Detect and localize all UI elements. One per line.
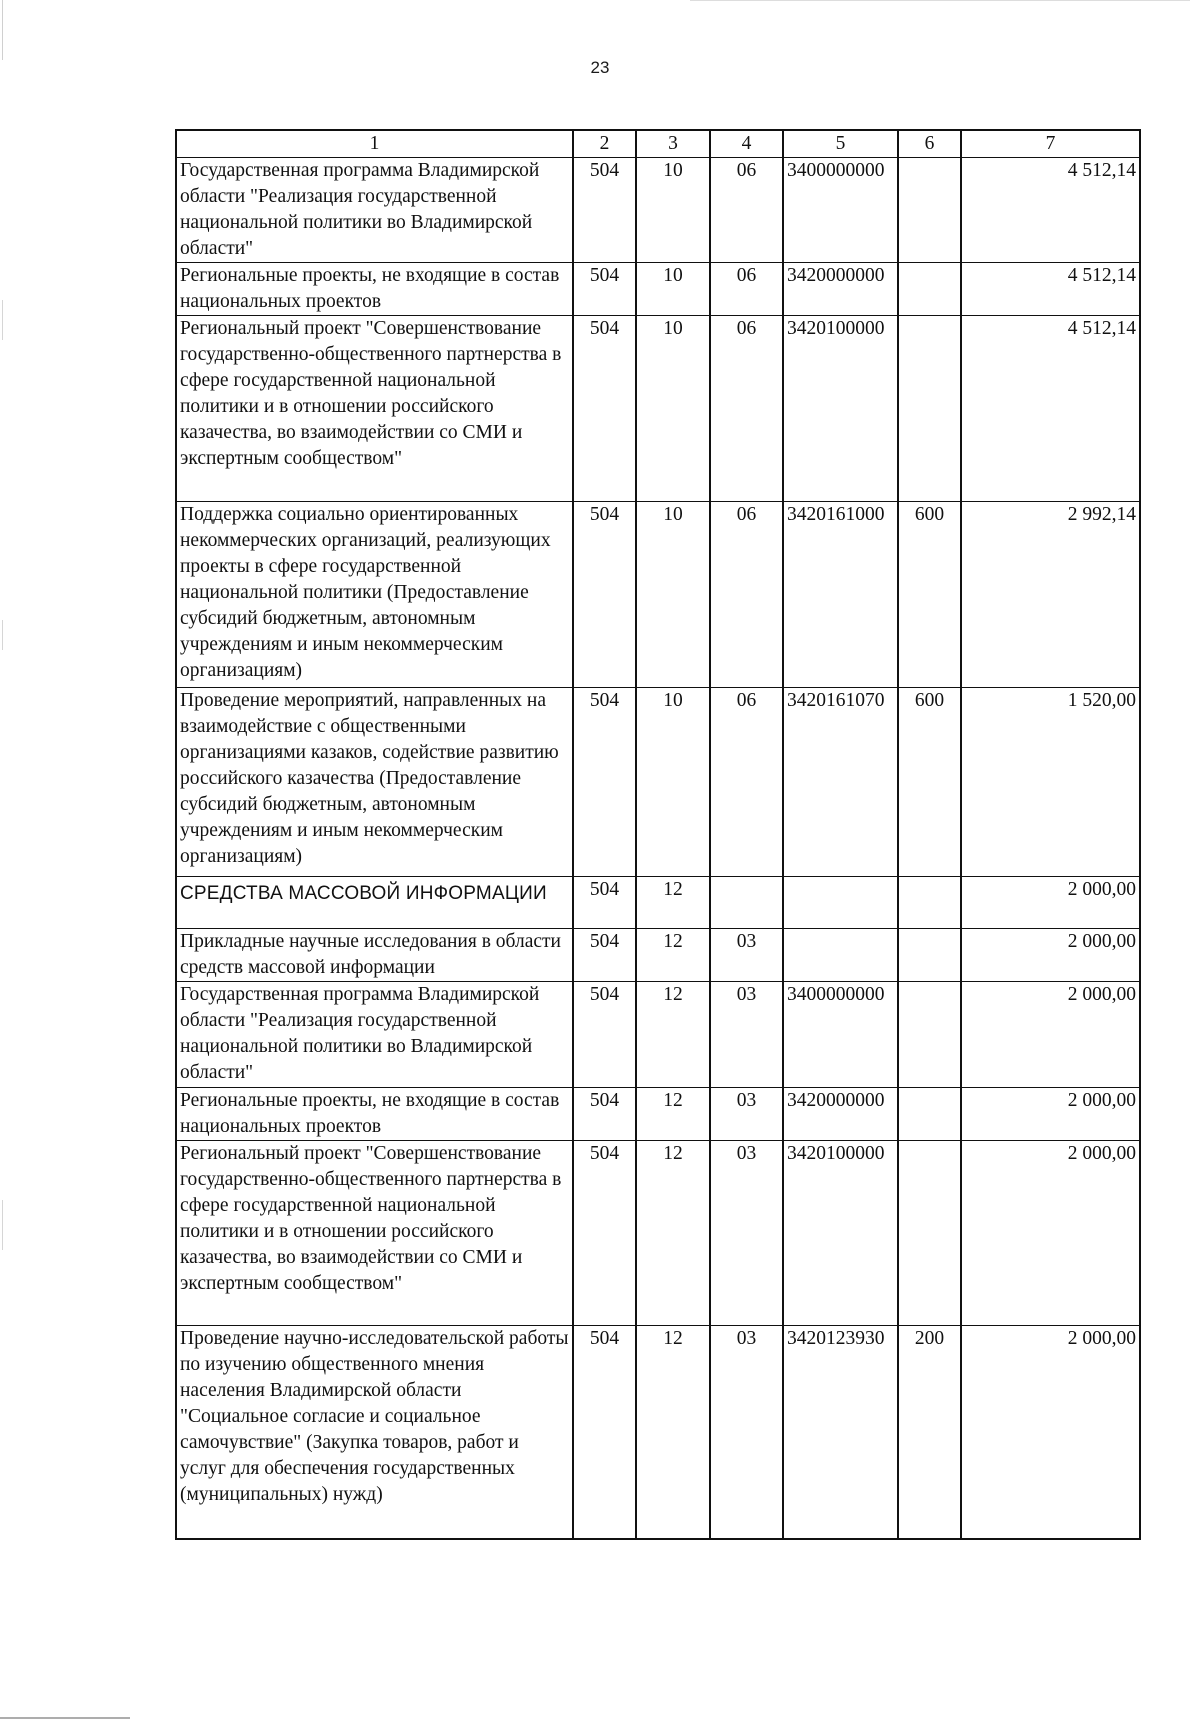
row-code-6: 200 <box>898 1325 961 1539</box>
row-code-5: 3400000000 <box>783 157 898 262</box>
row-code-3: 12 <box>636 928 710 981</box>
table-row <box>176 315 1140 501</box>
row-amount: 1 520,00 <box>961 687 1140 876</box>
row-code-4: 03 <box>710 1087 783 1140</box>
row-code-4: 06 <box>710 157 783 262</box>
row-code-2: 504 <box>573 1087 636 1140</box>
row-code-3: 10 <box>636 262 710 315</box>
row-name: Проведение научно-исследовательской работы по изучению общественного мнения населения Владимирской области "Социальное согласие и социальное самочувствие" (Закупка товаров, работ и услуг для обеспечения государственных (муниципальных) нужд) <box>176 1325 573 1539</box>
row-code-3: 12 <box>636 1087 710 1140</box>
row-name: Поддержка социально ориентированных некоммерческих организаций, реализующих проекты в сфере государственной национальной политики (Предоставление субсидий бюджетным, автономным учреждениям и иным некоммерческим организациям) <box>176 501 573 687</box>
row-code-6 <box>898 157 961 262</box>
row-name: Государственная программа Владимирской области "Реализация государственной национальной политики во Владимирской области" <box>176 981 573 1087</box>
table-row <box>176 1087 1140 1140</box>
row-code-3: 12 <box>636 1140 710 1325</box>
row-amount: 4 512,14 <box>961 157 1140 262</box>
scan-edge-mark <box>2 1200 3 1250</box>
row-code-4: 03 <box>710 1325 783 1539</box>
page-number: 23 <box>590 58 610 77</box>
row-code-4: 03 <box>710 1140 783 1325</box>
row-code-6 <box>898 262 961 315</box>
row-code-4: 03 <box>710 928 783 981</box>
row-code-6 <box>898 315 961 501</box>
scan-edge-mark <box>2 620 3 650</box>
row-name: Региональные проекты, не входящие в состав национальных проектов <box>176 262 573 315</box>
scan-edge-mark <box>2 0 3 60</box>
row-name: Региональный проект "Совершенствование государственно-общественного партнерства в сфере государственной национальной политики и в отношении российского казачества, во взаимодействии со СМИ и экспертным сообществом" <box>176 315 573 501</box>
row-code-4: 03 <box>710 981 783 1087</box>
row-code-5: 3420161070 <box>783 687 898 876</box>
table-header-row <box>176 130 1140 157</box>
row-code-6 <box>898 981 961 1087</box>
table-row <box>176 157 1140 262</box>
row-amount: 2 000,00 <box>961 928 1140 981</box>
row-code-3: 10 <box>636 687 710 876</box>
row-code-6: 600 <box>898 687 961 876</box>
row-code-5 <box>783 928 898 981</box>
row-amount: 2 000,00 <box>961 1087 1140 1140</box>
table-row <box>176 1140 1140 1325</box>
row-amount: 2 000,00 <box>961 1325 1140 1539</box>
budget-table <box>175 129 1141 1540</box>
row-amount: 2 000,00 <box>961 1140 1140 1325</box>
row-code-6 <box>898 1140 961 1325</box>
row-code-4: 06 <box>710 315 783 501</box>
row-amount: 4 512,14 <box>961 262 1140 315</box>
row-code-5: 3420100000 <box>783 315 898 501</box>
row-code-5: 3420000000 <box>783 262 898 315</box>
row-code-3: 10 <box>636 315 710 501</box>
column-number: 1 <box>176 130 573 157</box>
row-name: Государственная программа Владимирской области "Реализация государственной национальной политики во Владимирской области" <box>176 157 573 262</box>
column-number: 4 <box>710 130 783 157</box>
row-code-3: 10 <box>636 501 710 687</box>
row-name: Региональные проекты, не входящие в состав национальных проектов <box>176 1087 573 1140</box>
row-code-3: 12 <box>636 876 710 928</box>
row-code-5: 3420000000 <box>783 1087 898 1140</box>
row-code-2: 504 <box>573 157 636 262</box>
table-row <box>176 928 1140 981</box>
row-code-4: 06 <box>710 687 783 876</box>
row-code-6 <box>898 876 961 928</box>
row-code-6: 600 <box>898 501 961 687</box>
column-number: 6 <box>898 130 961 157</box>
scan-edge-mark <box>690 0 1190 1</box>
row-code-5: 3420161000 <box>783 501 898 687</box>
row-code-2: 504 <box>573 687 636 876</box>
row-name: Прикладные научные исследования в области средств массовой информации <box>176 928 573 981</box>
row-code-5 <box>783 876 898 928</box>
row-code-2: 504 <box>573 1325 636 1539</box>
table-row <box>176 687 1140 876</box>
row-code-4: 06 <box>710 262 783 315</box>
row-code-3: 10 <box>636 157 710 262</box>
section-heading: СРЕДСТВА МАССОВОЙ ИНФОРМАЦИИ <box>176 876 573 928</box>
table-row <box>176 501 1140 687</box>
row-code-2: 504 <box>573 262 636 315</box>
table-row <box>176 981 1140 1087</box>
row-code-3: 12 <box>636 1325 710 1539</box>
row-amount: 4 512,14 <box>961 315 1140 501</box>
scan-edge-mark <box>2 300 3 340</box>
row-code-5: 3400000000 <box>783 981 898 1087</box>
row-code-4: 06 <box>710 501 783 687</box>
row-code-2: 504 <box>573 501 636 687</box>
table-row <box>176 262 1140 315</box>
column-number: 7 <box>961 130 1140 157</box>
table-row <box>176 876 1140 928</box>
row-code-2: 504 <box>573 981 636 1087</box>
row-name: Региональный проект "Совершенствование государственно-общественного партнерства в сфере государственной национальной политики и в отношении российского казачества, во взаимодействии со СМИ и экспертным сообществом" <box>176 1140 573 1325</box>
table-row <box>176 1325 1140 1539</box>
row-code-2: 504 <box>573 315 636 501</box>
row-code-2: 504 <box>573 1140 636 1325</box>
row-code-3: 12 <box>636 981 710 1087</box>
row-code-4 <box>710 876 783 928</box>
row-code-2: 504 <box>573 928 636 981</box>
row-amount: 2 992,14 <box>961 501 1140 687</box>
row-amount: 2 000,00 <box>961 876 1140 928</box>
row-code-6 <box>898 928 961 981</box>
column-number: 2 <box>573 130 636 157</box>
column-number: 3 <box>636 130 710 157</box>
row-code-5: 3420123930 <box>783 1325 898 1539</box>
row-code-6 <box>898 1087 961 1140</box>
row-amount: 2 000,00 <box>961 981 1140 1087</box>
column-number: 5 <box>783 130 898 157</box>
row-code-5: 3420100000 <box>783 1140 898 1325</box>
row-name: Проведение мероприятий, направленных на взаимодействие с общественными организациями казаков, содействие развитию российского казачества (Предоставление субсидий бюджетным, автономным учреждениям и иным некоммерческим организациям) <box>176 687 573 876</box>
scan-edge-mark <box>0 1717 130 1719</box>
row-code-2: 504 <box>573 876 636 928</box>
